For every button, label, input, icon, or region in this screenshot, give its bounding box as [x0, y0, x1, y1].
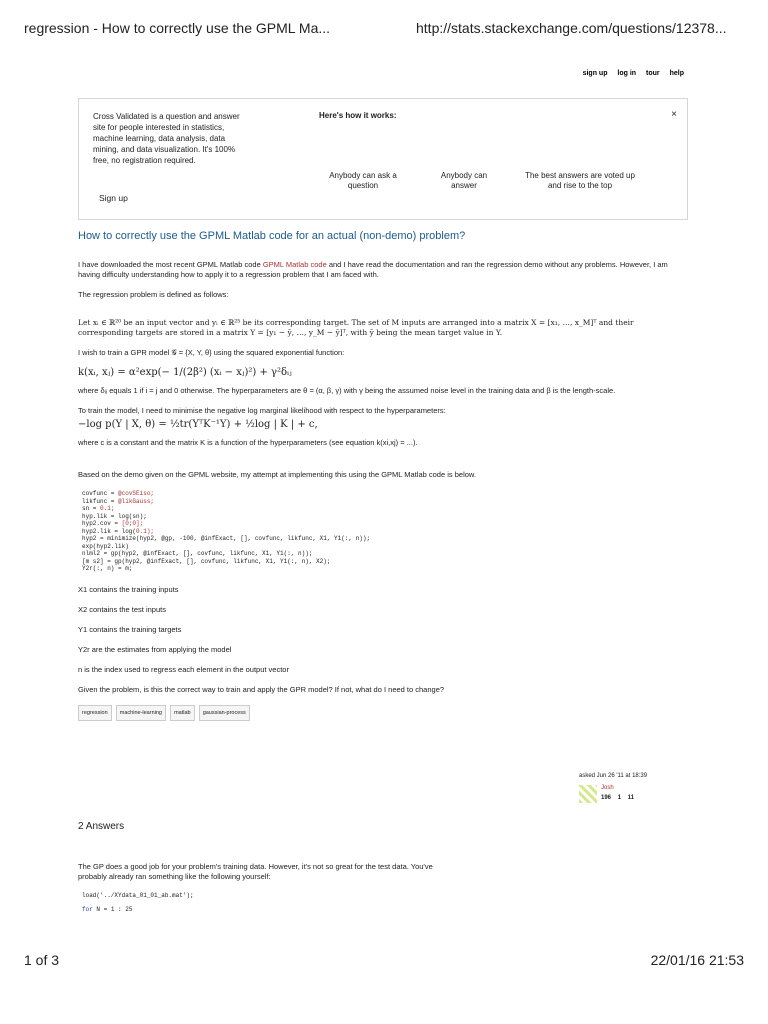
note-line: Given the problem, is this the correct way to train and apply the GPR model? If not, what do I need to change? — [78, 684, 445, 694]
question-paragraph: I wish to train a GPR model 𝒢 = {X, Y, θ} using the squared exponential function: — [78, 348, 345, 357]
code-text: hyp.lik = log(sn); — [82, 512, 147, 520]
badge-count: 1 — [617, 795, 622, 801]
question-paragraph — [78, 260, 688, 280]
tag-list — [78, 705, 688, 721]
sign-up-link[interactable]: sign up — [582, 70, 608, 77]
note-line: Y1 contains the training targets — [78, 624, 182, 634]
note-line: n is the index used to regress each element in the output vector — [78, 664, 289, 674]
code-literal: [0;0]; — [121, 520, 144, 527]
tag-machine-learning[interactable]: machine-learning — [116, 705, 166, 721]
print-footer — [24, 952, 744, 972]
gpml-link[interactable]: GPML Matlab code — [262, 260, 327, 269]
code-line — [82, 550, 688, 558]
question-paragraph: To train the model, I need to minimise the negative log marginal likelihood with respect to the hyperparameters: — [78, 406, 446, 415]
how-it-works-title: Here's how it works: — [319, 111, 397, 120]
step-ask: Anybody can ask a question — [329, 171, 397, 190]
text: I have downloaded the most recent GPML Matlab code — [78, 260, 263, 269]
question-paragraph: where δᵢⱼ equals 1 if i = j and 0 otherwise. The hyperparameters are θ = (α, β, γ) with γ being the assumed noise level in the training data and β is the length-scale. — [78, 386, 616, 395]
top-navigation — [575, 70, 684, 77]
reputation — [601, 795, 634, 801]
code-text: load('../XYdata_01_01_ab.mat'); — [82, 892, 194, 899]
tag-matlab[interactable]: matlab — [170, 705, 195, 721]
print-date: 22/01/16 21:53 — [650, 952, 744, 968]
tour-link[interactable]: tour — [646, 70, 660, 77]
code-line — [82, 528, 688, 536]
print-header-url: http://stats.stackexchange.com/questions/12378... — [416, 20, 727, 36]
question-paragraph: Based on the demo given on the GPML website, my attempt at implementing this using the GPML Matlab code is below. — [78, 470, 476, 479]
code-text: nlml2 = gp(hyp2, @infExact, [], covfunc, likfunc, X1, Y1(:, n)); — [82, 550, 313, 557]
code-text: N = 1 : 25 — [92, 905, 133, 913]
code-text: covfunc = — [82, 490, 119, 497]
code-line — [82, 505, 688, 513]
asked-time: asked Jun 26 '11 at 18:39 — [579, 773, 648, 779]
print-header-title: regression - How to correctly use the GPML Ma... — [24, 20, 331, 36]
code-text: Y2r(:, n) = m; — [82, 565, 133, 572]
question-paragraph: Let xᵢ ∈ ℝ²⁰ be an input vector and yᵢ ∈ ℝ²⁵ be its corresponding target. The set of M inputs are arranged into a matrix X = [x₁, …, x_M]ᵀ and their corresponding targets are stored in a matrix Y = [y₁ − ȳ, …, y_M − ȳ]ᵀ, with ȳ being the mean target value in Y. — [78, 318, 634, 337]
question-title[interactable]: How to correctly use the GPML Matlab code for an actual (non-demo) problem? — [78, 230, 466, 242]
log-in-link[interactable]: log in — [617, 70, 637, 77]
code-literal: @likGauss; — [118, 497, 155, 505]
answers-heading: 2 Answers — [78, 821, 125, 832]
user-card — [579, 773, 648, 801]
rep-score: 196 — [601, 795, 612, 801]
code-literal: 0.1); — [136, 527, 155, 535]
answer-code-line — [82, 906, 448, 914]
code-line — [82, 520, 688, 528]
step-vote: The best answers are voted up and rise to the top — [525, 171, 635, 190]
code-line — [82, 490, 688, 498]
kernel-equation: k(xᵢ, xⱼ) = α²exp(− 1/(2β²) (xᵢ − xⱼ)²) + γ²δᵢⱼ — [78, 367, 292, 378]
user-name-link[interactable]: Josh — [601, 785, 614, 791]
code-text: hyp2.lik = log( — [82, 527, 137, 535]
code-literal: @covSEiso; — [118, 490, 155, 497]
note-line: X1 contains the training inputs — [78, 584, 179, 594]
close-icon[interactable]: × — [671, 109, 677, 120]
code-literal: 0.1; — [100, 505, 115, 512]
code-block — [82, 490, 688, 573]
question-body — [78, 260, 688, 721]
code-text: exp(hyp2.lik) — [82, 542, 129, 550]
code-text: hyp2 = minimize(hyp2, @gp, -100, @infExact, [], covfunc, likfunc, X1, Y1(:, n)); — [82, 535, 371, 542]
code-line — [82, 565, 688, 573]
badge-count: 11 — [627, 795, 635, 801]
code-text: likfunc = — [82, 497, 119, 505]
code-keyword: for — [82, 905, 93, 913]
code-line — [82, 513, 688, 521]
answer-code-line — [82, 892, 448, 900]
code-line — [82, 498, 688, 506]
note-line: Y2r are the estimates from applying the model — [78, 644, 232, 654]
page-number: 1 of 3 — [24, 952, 60, 968]
code-text: sn = — [82, 505, 101, 512]
answer-body — [78, 862, 448, 913]
print-header — [24, 20, 744, 40]
tag-gaussian-process[interactable]: gaussian-process — [199, 705, 250, 721]
step-answer: Anybody can answer — [440, 171, 488, 190]
sign-up-button[interactable]: Sign up — [99, 193, 128, 203]
question-paragraph: The regression problem is defined as follows: — [78, 290, 229, 299]
avatar[interactable] — [579, 785, 597, 803]
answer-paragraph: The GP does a good job for your problem's training data. However, it's not so great for the test data. You've probably already ran something like the following yourself: — [78, 862, 433, 881]
tag-regression[interactable]: regression — [78, 705, 112, 721]
code-text: hyp2.cov = — [82, 520, 122, 527]
welcome-banner — [78, 98, 688, 220]
text: and I have read the documentation and ran the regression demo without any problems. However, I am having difficulty understanding how to apply it to a regression problem that I am faced with. — [78, 260, 668, 279]
help-link[interactable]: help — [669, 70, 684, 77]
note-line: X2 contains the test inputs — [78, 604, 166, 614]
site-blurb: Cross Validated is a question and answer site for people interested in statistics, machine learning, data analysis, data mining, and data visualization. It's 100% free, no registration required. — [93, 112, 240, 165]
likelihood-equation: −log p(Y | X, θ) = ½tr(YᵀK⁻¹Y) + ½log | K | + c, — [78, 419, 318, 430]
question-paragraph: where c is a constant and the matrix K is a function of the hyperparameters (see equation k(xi,xj) = ...). — [78, 438, 418, 447]
code-line — [82, 543, 688, 551]
code-line — [82, 535, 688, 543]
code-text: [m s2] = gp(hyp2, @infExact, [], covfunc, likfunc, X1, Y1(:, n), X2); — [82, 557, 331, 565]
code-line — [82, 558, 688, 566]
